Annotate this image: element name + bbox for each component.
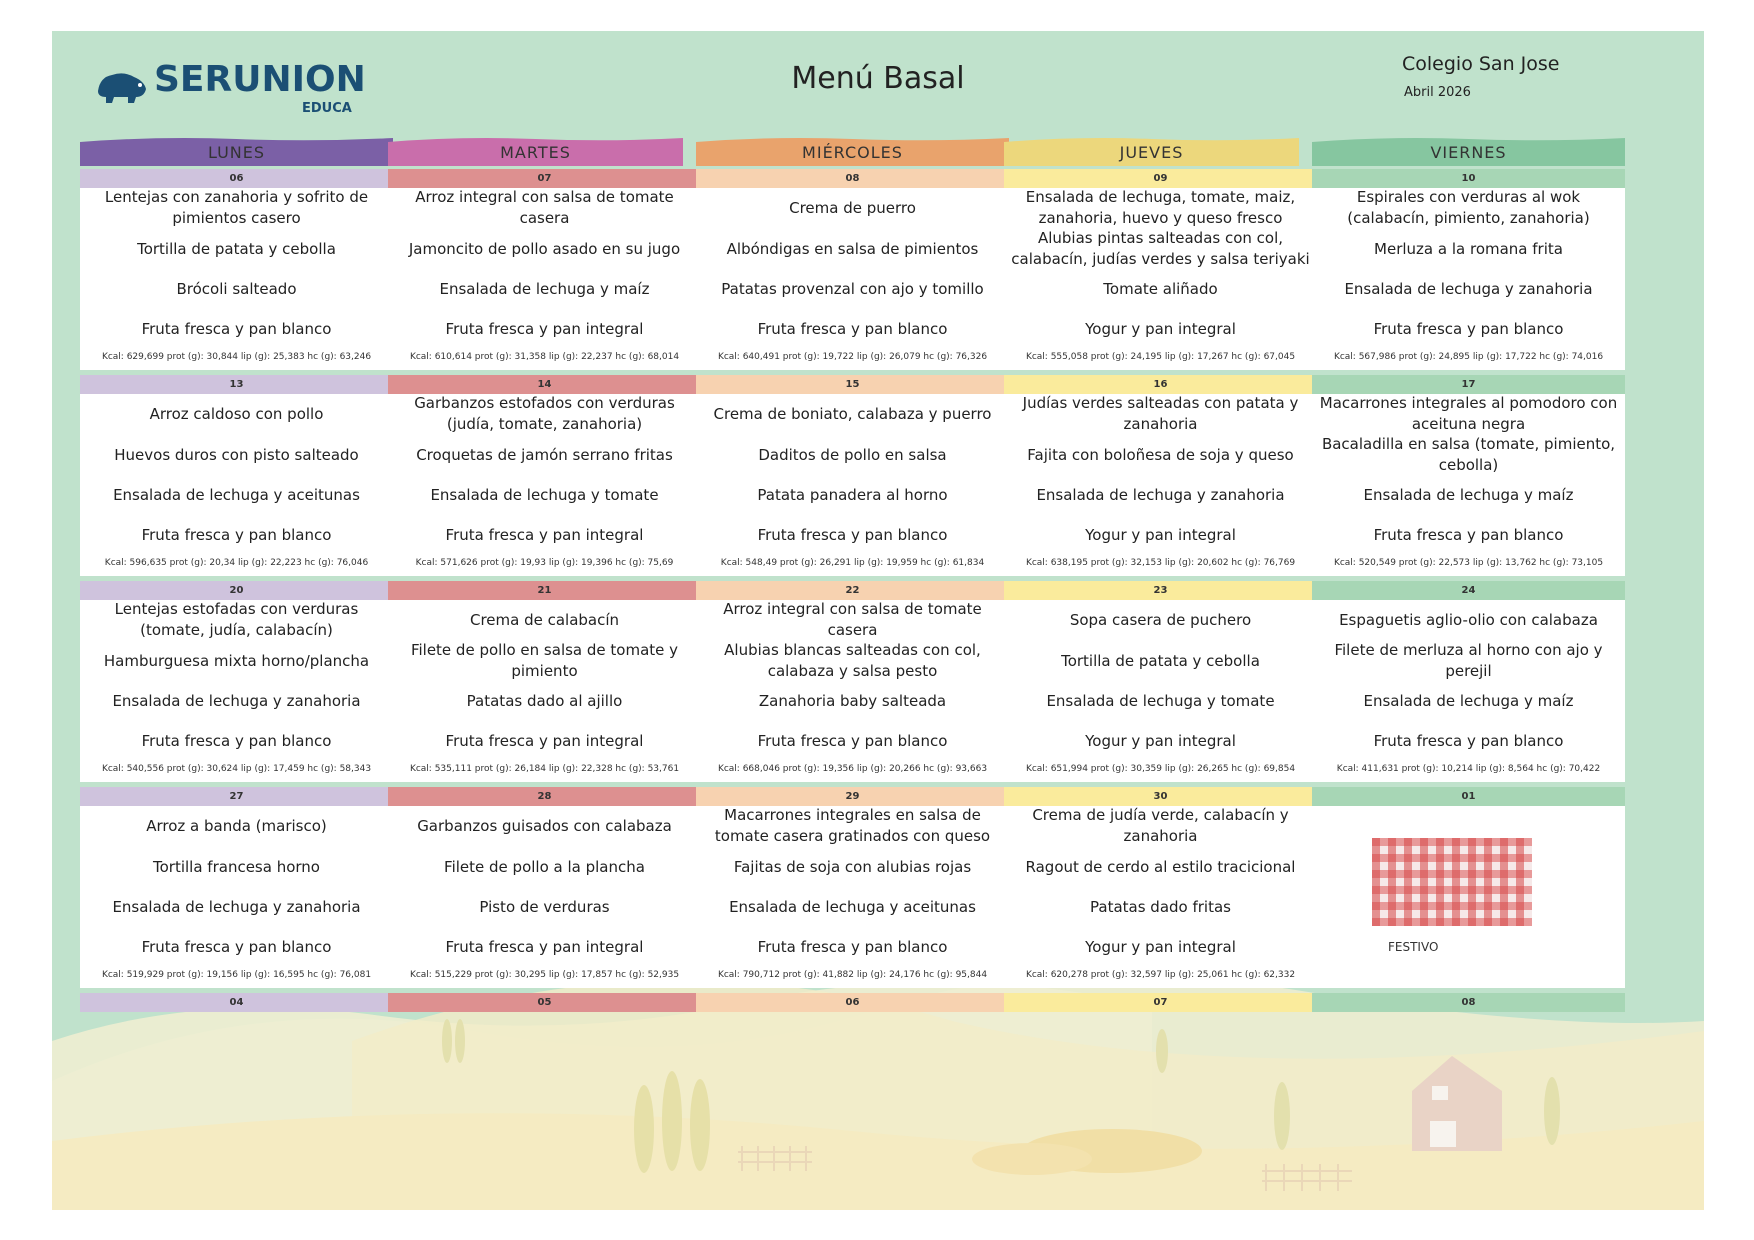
date-bar: 07 bbox=[388, 169, 701, 188]
side-dish: Ensalada de lechuga y zanahoria bbox=[1344, 279, 1593, 298]
day-header-lunes bbox=[80, 136, 393, 166]
month-label: Abril 2026 bbox=[1404, 85, 1471, 100]
first-course: Crema de judía verde, calabacín y zanahoria bbox=[1032, 806, 1289, 845]
day-cell bbox=[80, 787, 393, 991]
second-course: Fajitas de soja con alubias rojas bbox=[733, 857, 972, 876]
dessert-bread: Fruta fresca y pan integral bbox=[445, 731, 644, 750]
day-cell bbox=[696, 993, 1009, 1193]
dessert-bread: Fruta fresca y pan blanco bbox=[757, 319, 948, 338]
first-course: Espirales con verduras al wok (calabacín, pimiento, zanahoria) bbox=[1347, 188, 1590, 227]
menu-body bbox=[80, 806, 393, 988]
nutrition-info: Kcal: 668,046 prot (g): 19,356 lip (g): 20,266 hc (g): 93,663 bbox=[717, 764, 988, 774]
nutrition-info: Kcal: 540,556 prot (g): 30,624 lip (g): 17,459 hc (g): 58,343 bbox=[101, 764, 372, 774]
dessert-bread: Fruta fresca y pan blanco bbox=[757, 525, 948, 544]
date-bar: 06 bbox=[696, 993, 1009, 1012]
day-header-label: VIERNES bbox=[1430, 143, 1507, 162]
menu-body bbox=[80, 394, 393, 576]
menu-body bbox=[1004, 806, 1317, 988]
dessert-bread: Fruta fresca y pan blanco bbox=[141, 937, 332, 956]
day-cell bbox=[388, 169, 701, 373]
menu-body bbox=[80, 1012, 393, 1193]
second-course: Daditos de pollo en salsa bbox=[758, 445, 947, 464]
side-dish: Ensalada de lechuga y maíz bbox=[1363, 485, 1574, 504]
side-dish: Ensalada de lechuga y tomate bbox=[1046, 691, 1275, 710]
dessert-bread: Yogur y pan integral bbox=[1085, 731, 1236, 750]
logo-subtitle: EDUCA bbox=[302, 101, 352, 116]
nutrition-info: Kcal: 571,626 prot (g): 19,93 lip (g): 19,396 hc (g): 75,69 bbox=[415, 558, 674, 568]
menu-body bbox=[696, 188, 1009, 370]
day-cell bbox=[80, 375, 393, 579]
first-course: Lentejas con zanahoria y sofrito de pimientos casero bbox=[104, 188, 369, 227]
menu-body bbox=[1004, 1012, 1317, 1193]
day-cell bbox=[388, 993, 701, 1193]
dessert-bread: Fruta fresca y pan blanco bbox=[757, 731, 948, 750]
second-course: Alubias pintas salteadas con col, calabacín, judías verdes y salsa teriyaki bbox=[1011, 229, 1310, 268]
menu-body bbox=[1312, 806, 1625, 988]
date-bar: 06 bbox=[80, 169, 393, 188]
nutrition-info: Kcal: 555,058 prot (g): 24,195 lip (g): 17,267 hc (g): 67,045 bbox=[1025, 352, 1296, 362]
nutrition-info: Kcal: 651,994 prot (g): 30,359 lip (g): 26,265 hc (g): 69,854 bbox=[1025, 764, 1296, 774]
side-dish: Patata panadera al horno bbox=[757, 485, 948, 504]
first-course: Garbanzos estofados con verduras (judía, tomate, zanahoria) bbox=[414, 394, 675, 433]
nutrition-info: Kcal: 629,699 prot (g): 30,844 lip (g): 25,383 hc (g): 63,246 bbox=[101, 352, 372, 362]
first-course: Arroz integral con salsa de tomate casera bbox=[723, 600, 982, 639]
second-course: Filete de pollo a la plancha bbox=[444, 857, 645, 876]
dessert-bread: Fruta fresca y pan integral bbox=[445, 319, 644, 338]
date-bar: 15 bbox=[696, 375, 1009, 394]
nutrition-info: Kcal: 567,986 prot (g): 24,895 lip (g): 17,722 hc (g): 74,016 bbox=[1333, 352, 1604, 362]
day-cell bbox=[1004, 993, 1317, 1193]
first-course: Crema de puerro bbox=[789, 198, 916, 217]
second-course: Filete de pollo en salsa de tomate y pimiento bbox=[410, 641, 679, 680]
day-cell bbox=[80, 581, 393, 785]
dessert-bread: Yogur y pan integral bbox=[1085, 937, 1236, 956]
second-course: Tortilla de patata y cebolla bbox=[1061, 651, 1260, 670]
day-header-jueves bbox=[1004, 136, 1299, 166]
first-course: Judías verdes salteadas con patata y zanahoria bbox=[1022, 394, 1299, 433]
date-bar: 16 bbox=[1004, 375, 1317, 394]
menu-body bbox=[1004, 394, 1317, 576]
side-dish: Patatas dado fritas bbox=[1090, 897, 1231, 916]
menu-body bbox=[696, 1012, 1009, 1193]
day-cell bbox=[696, 787, 1009, 991]
menu-body bbox=[696, 806, 1009, 988]
menu-body bbox=[1312, 600, 1625, 782]
second-course: Filete de merluza al horno con ajo y perejil bbox=[1334, 641, 1603, 680]
day-cell bbox=[1004, 375, 1317, 579]
day-header-label: JUEVES bbox=[1119, 143, 1184, 162]
dessert-bread: Fruta fresca y pan integral bbox=[445, 525, 644, 544]
dessert-bread: Fruta fresca y pan blanco bbox=[1373, 319, 1564, 338]
date-bar: 23 bbox=[1004, 581, 1317, 600]
side-dish: Tomate aliñado bbox=[1103, 279, 1218, 298]
date-bar: 04 bbox=[80, 993, 393, 1012]
date-bar: 08 bbox=[696, 169, 1009, 188]
first-course: Arroz caldoso con pollo bbox=[149, 404, 324, 423]
nutrition-info: Kcal: 640,491 prot (g): 19,722 lip (g): 26,079 hc (g): 76,326 bbox=[717, 352, 988, 362]
date-bar: 22 bbox=[696, 581, 1009, 600]
second-course: Tortilla de patata y cebolla bbox=[137, 239, 336, 258]
second-course: Albóndigas en salsa de pimientos bbox=[726, 239, 979, 258]
menu-body bbox=[80, 600, 393, 782]
day-header-label: MIÉRCOLES bbox=[802, 143, 903, 162]
day-header-viernes bbox=[1312, 136, 1625, 166]
side-dish: Ensalada de lechuga y maíz bbox=[439, 279, 650, 298]
day-cell bbox=[1004, 169, 1317, 373]
side-dish: Ensalada de lechuga y maíz bbox=[1363, 691, 1574, 710]
day-cell bbox=[696, 581, 1009, 785]
date-bar: 24 bbox=[1312, 581, 1625, 600]
dessert-bread: Fruta fresca y pan blanco bbox=[141, 731, 332, 750]
date-bar: 10 bbox=[1312, 169, 1625, 188]
second-course: Alubias blancas salteadas con col, calabaza y salsa pesto bbox=[724, 641, 981, 680]
date-bar: 09 bbox=[1004, 169, 1317, 188]
menu-body bbox=[1004, 188, 1317, 370]
day-cell bbox=[1004, 787, 1317, 991]
date-bar: 30 bbox=[1004, 787, 1317, 806]
date-bar: 21 bbox=[388, 581, 701, 600]
side-dish: Ensalada de lechuga y tomate bbox=[430, 485, 659, 504]
date-bar: 17 bbox=[1312, 375, 1625, 394]
date-bar: 14 bbox=[388, 375, 701, 394]
date-bar: 20 bbox=[80, 581, 393, 600]
day-cell bbox=[1312, 169, 1625, 373]
menu-body bbox=[80, 188, 393, 370]
side-dish: Ensalada de lechuga y aceitunas bbox=[113, 485, 360, 504]
dessert-bread: Fruta fresca y pan blanco bbox=[141, 525, 332, 544]
side-dish: Brócoli salteado bbox=[176, 279, 297, 298]
day-cell bbox=[388, 375, 701, 579]
day-cell bbox=[1004, 581, 1317, 785]
side-dish: Ensalada de lechuga y zanahoria bbox=[112, 897, 361, 916]
school-name: Colegio San Jose bbox=[1402, 53, 1560, 75]
holiday-label: FESTIVO bbox=[1388, 940, 1439, 954]
date-bar: 05 bbox=[388, 993, 701, 1012]
dessert-bread: Fruta fresca y pan blanco bbox=[757, 937, 948, 956]
second-course: Bacaladilla en salsa (tomate, pimiento, cebolla) bbox=[1321, 435, 1616, 474]
nutrition-info: Kcal: 638,195 prot (g): 32,153 lip (g): 20,602 hc (g): 76,769 bbox=[1025, 558, 1296, 568]
date-bar: 01 bbox=[1312, 787, 1625, 806]
second-course: Ragout de cerdo al estilo tracicional bbox=[1025, 857, 1296, 876]
side-dish: Patatas dado al ajillo bbox=[466, 691, 623, 710]
menu-body bbox=[388, 188, 701, 370]
date-bar: 27 bbox=[80, 787, 393, 806]
dessert-bread: Fruta fresca y pan blanco bbox=[141, 319, 332, 338]
page-title: Menú Basal bbox=[791, 61, 965, 96]
menu-body bbox=[696, 600, 1009, 782]
side-dish: Patatas provenzal con ajo y tomillo bbox=[721, 279, 984, 298]
menu-frame bbox=[52, 31, 1704, 1210]
day-cell bbox=[1312, 993, 1625, 1193]
day-header-miércoles bbox=[696, 136, 1009, 166]
second-course: Hamburguesa mixta horno/plancha bbox=[103, 651, 370, 670]
dessert-bread: Fruta fresca y pan integral bbox=[445, 937, 644, 956]
side-dish: Pisto de verduras bbox=[479, 897, 610, 916]
nutrition-info: Kcal: 596,635 prot (g): 20,34 lip (g): 22,223 hc (g): 76,046 bbox=[104, 558, 369, 568]
nutrition-info: Kcal: 790,712 prot (g): 41,882 lip (g): 24,176 hc (g): 95,844 bbox=[717, 970, 988, 980]
day-cell bbox=[696, 169, 1009, 373]
day-cell bbox=[696, 375, 1009, 579]
dessert-bread: Yogur y pan integral bbox=[1085, 525, 1236, 544]
first-course: Arroz integral con salsa de tomate casera bbox=[415, 188, 674, 227]
date-bar: 08 bbox=[1312, 993, 1625, 1012]
day-cell bbox=[80, 993, 393, 1193]
day-header-martes bbox=[388, 136, 683, 166]
first-course: Crema de boniato, calabaza y puerro bbox=[713, 404, 992, 423]
day-header-label: LUNES bbox=[207, 143, 266, 162]
menu-body bbox=[388, 1012, 701, 1193]
side-dish: Ensalada de lechuga y zanahoria bbox=[1036, 485, 1285, 504]
side-dish: Zanahoria baby salteada bbox=[758, 691, 947, 710]
second-course: Croquetas de jamón serrano fritas bbox=[416, 445, 673, 464]
nutrition-info: Kcal: 520,549 prot (g): 22,573 lip (g): 13,762 hc (g): 73,105 bbox=[1333, 558, 1604, 568]
first-course: Macarrones integrales al pomodoro con aceituna negra bbox=[1319, 394, 1618, 433]
first-course: Sopa casera de puchero bbox=[1069, 610, 1252, 629]
day-cell bbox=[1312, 581, 1625, 785]
date-bar: 29 bbox=[696, 787, 1009, 806]
date-bar: 28 bbox=[388, 787, 701, 806]
logo-wordmark: SERUNION bbox=[154, 59, 366, 100]
day-cell bbox=[1312, 375, 1625, 579]
day-cell bbox=[80, 169, 393, 373]
first-course: Lentejas estofadas con verduras (tomate, judía, calabacín) bbox=[114, 600, 359, 639]
side-dish: Ensalada de lechuga y aceitunas bbox=[729, 897, 976, 916]
menu-body bbox=[1312, 1012, 1625, 1193]
menu-body bbox=[1312, 394, 1625, 576]
day-cell bbox=[1312, 787, 1625, 991]
menu-body bbox=[696, 394, 1009, 576]
date-bar: 07 bbox=[1004, 993, 1317, 1012]
date-bar: 13 bbox=[80, 375, 393, 394]
dessert-bread: Yogur y pan integral bbox=[1085, 319, 1236, 338]
nutrition-info: Kcal: 620,278 prot (g): 32,597 lip (g): 25,061 hc (g): 62,332 bbox=[1025, 970, 1296, 980]
menu-body bbox=[388, 394, 701, 576]
nutrition-info: Kcal: 411,631 prot (g): 10,214 lip (g): 8,564 hc (g): 70,422 bbox=[1336, 764, 1601, 774]
day-cell bbox=[388, 581, 701, 785]
day-header-label: MARTES bbox=[500, 143, 571, 162]
second-course: Jamoncito de pollo asado en su jugo bbox=[408, 239, 681, 258]
nutrition-info: Kcal: 519,929 prot (g): 19,156 lip (g): 16,595 hc (g): 76,081 bbox=[101, 970, 372, 980]
nutrition-info: Kcal: 535,111 prot (g): 26,184 lip (g): 22,328 hc (g): 53,761 bbox=[409, 764, 680, 774]
day-cell bbox=[388, 787, 701, 991]
second-course: Fajita con boloñesa de soja y queso bbox=[1027, 445, 1294, 464]
first-course: Arroz a banda (marisco) bbox=[146, 816, 327, 835]
side-dish: Ensalada de lechuga y zanahoria bbox=[112, 691, 361, 710]
menu-body bbox=[1312, 188, 1625, 370]
dessert-bread: Fruta fresca y pan blanco bbox=[1373, 731, 1564, 750]
first-course: Crema de calabacín bbox=[469, 610, 620, 629]
first-course: Ensalada de lechuga, tomate, maiz, zanahoria, huevo y queso fresco bbox=[1025, 188, 1296, 227]
nutrition-info: Kcal: 515,229 prot (g): 30,295 lip (g): 17,857 hc (g): 52,935 bbox=[409, 970, 680, 980]
first-course: Macarrones integrales en salsa de tomate casera gratinados con queso bbox=[714, 806, 991, 845]
menu-body bbox=[388, 600, 701, 782]
nutrition-info: Kcal: 610,614 prot (g): 31,358 lip (g): 22,237 hc (g): 68,014 bbox=[409, 352, 680, 362]
second-course: Huevos duros con pisto salteado bbox=[114, 445, 359, 464]
menu-body bbox=[388, 806, 701, 988]
dessert-bread: Fruta fresca y pan blanco bbox=[1373, 525, 1564, 544]
second-course: Merluza a la romana frita bbox=[1374, 239, 1563, 258]
first-course: Garbanzos guisados con calabaza bbox=[417, 816, 672, 835]
nutrition-info: Kcal: 548,49 prot (g): 26,291 lip (g): 19,959 hc (g): 61,834 bbox=[720, 558, 985, 568]
tablecloth-icon bbox=[1372, 838, 1532, 926]
second-course: Tortilla francesa horno bbox=[153, 857, 320, 876]
first-course: Espaguetis aglio-olio con calabaza bbox=[1339, 610, 1598, 629]
menu-body bbox=[1004, 600, 1317, 782]
